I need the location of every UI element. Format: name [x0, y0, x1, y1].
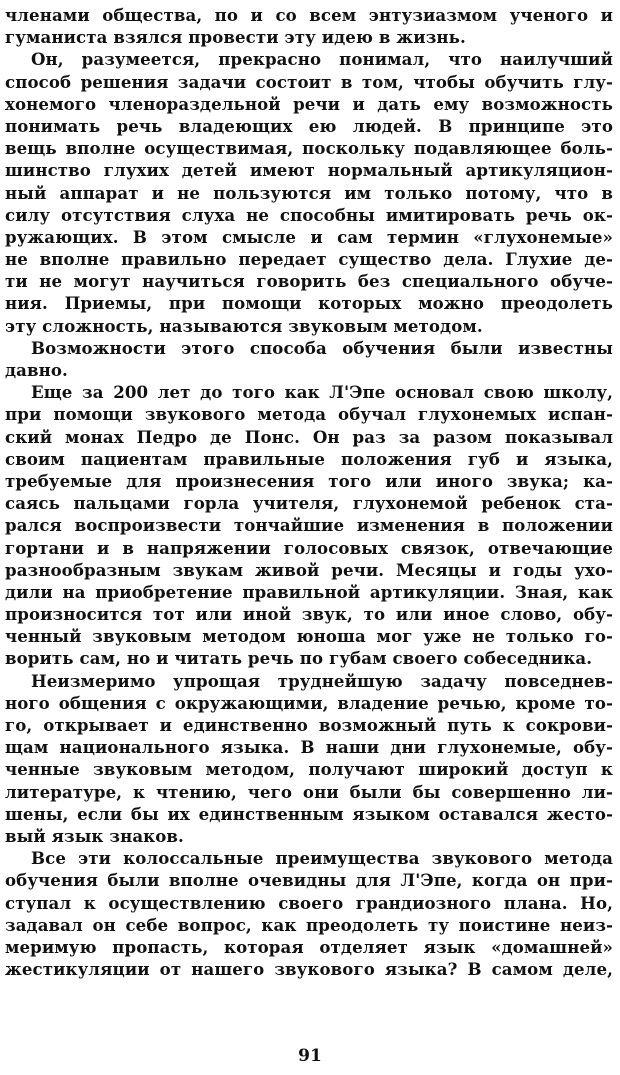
text-line: шены, если бы их единственным языком оставался жесто- — [5, 803, 613, 824]
paragraph-first-line: Он, разумеется, прекрасно понимал, что наилучший — [31, 49, 613, 70]
text-line: произносится тот или иной звук, то или иное слово, обу- — [5, 604, 613, 625]
body-text — [5, 4, 613, 980]
paragraph-first-line: Все эти колоссальные преимущества звукового метода — [31, 848, 613, 869]
text-line: ченные звуковым методом, получают широкий доступ к — [5, 759, 613, 780]
text-line: ступал к осуществлению своего грандиозного плана. Но, — [5, 892, 613, 913]
text-line: литературе, к чтению, чего они были бы совершенно ли- — [5, 781, 613, 802]
text-line: саясь пальцами горла учителя, глухонемой ребенок ста- — [5, 493, 613, 514]
text-line: своим пациентам правильные положения губ и языка, — [5, 448, 613, 469]
text-line: ния. Приемы, при помощи которых можно преодолеть — [5, 293, 613, 314]
text-line: понимать речь владеющих ею людей. В принципе это — [5, 115, 613, 136]
text-line: щам национального языка. В наши дни глухонемые, обу- — [5, 737, 613, 758]
text-line: ный аппарат и не пользуются им только потому, что в — [5, 182, 613, 203]
text-line: ного общения с окружающими, владение речью, кроме то- — [5, 692, 613, 713]
text-line: меримую пропасть, которая отделяет язык «домашней» — [5, 936, 613, 957]
text-line: требуемые для произнесения того или иного звука; ка- — [5, 470, 613, 491]
text-line: хонемого членораздельной речи и дать ему возможность — [5, 93, 613, 114]
text-line: шинство глухих детей имеют нормальный артикуляцион- — [5, 160, 613, 181]
text-line: ворить сам, но и читать речь по губам своего собеседника. — [5, 648, 593, 669]
text-line: силу отсутствия слуха не способны имитировать речь ок- — [5, 204, 613, 225]
text-line: способ решения задачи состоит в том, чтобы обучить глу- — [5, 71, 613, 92]
text-line: жестикуляции от нашего звукового языка? В самом деле, — [5, 959, 613, 980]
text-line: рался воспроизвести тончайшие изменения в положении — [5, 515, 613, 536]
text-line: дили на приобретение правильной артикуляции. Зная, как — [5, 581, 613, 602]
text-line: разнообразным звукам живой речи. Месяцы и годы ухо- — [5, 559, 613, 580]
text-line: при помощи звукового метода обучал глухонемых испан- — [5, 404, 613, 425]
text-line: не вполне правильно передает существо дела. Глухие де- — [5, 249, 613, 270]
text-line: гуманиста взялся провести эту идею в жизнь. — [5, 27, 466, 48]
text-line: обучения были вполне очевидны для Л'Эпе, когда он при- — [5, 870, 613, 891]
text-line: ружающих. В этом смысле и сам термин «глухонемые» — [5, 226, 613, 247]
text-line: ский монах Педро де Понс. Он раз за разом показывал — [5, 426, 613, 447]
paragraph-first-line: Неизмеримо упрощая труднейшую задачу повседнев- — [31, 670, 613, 691]
text-line: ченный звуковым методом юноша мог уже не только го- — [5, 626, 613, 647]
text-line: вещь вполне осуществимая, поскольку подавляющее боль- — [5, 138, 613, 159]
paragraph-first-line: Еще за 200 лет до того как Л'Эпе основал свою школу, — [31, 382, 613, 403]
page-number: 91 — [298, 1046, 322, 1066]
text-line: задавал он себе вопрос, как преодолеть ту поистине неиз- — [5, 914, 613, 935]
text-line: гортани и в напряжении голосовых связок, отвечающие — [5, 537, 613, 558]
text-line: членами общества, по и со всем энтузиазмом ученого и — [5, 5, 613, 25]
text-line: эту сложность, называются звуковым методом. — [5, 315, 483, 336]
text-line: вый язык знаков. — [5, 825, 184, 846]
text-line: го, открывает и единственно возможный путь к сокрови- — [5, 715, 613, 735]
text-line: ти не могут научиться говорить без специального обуче- — [5, 271, 613, 292]
paragraph-first-line: Возможности этого способа обучения были известны — [31, 337, 613, 358]
text-line: давно. — [5, 360, 68, 380]
